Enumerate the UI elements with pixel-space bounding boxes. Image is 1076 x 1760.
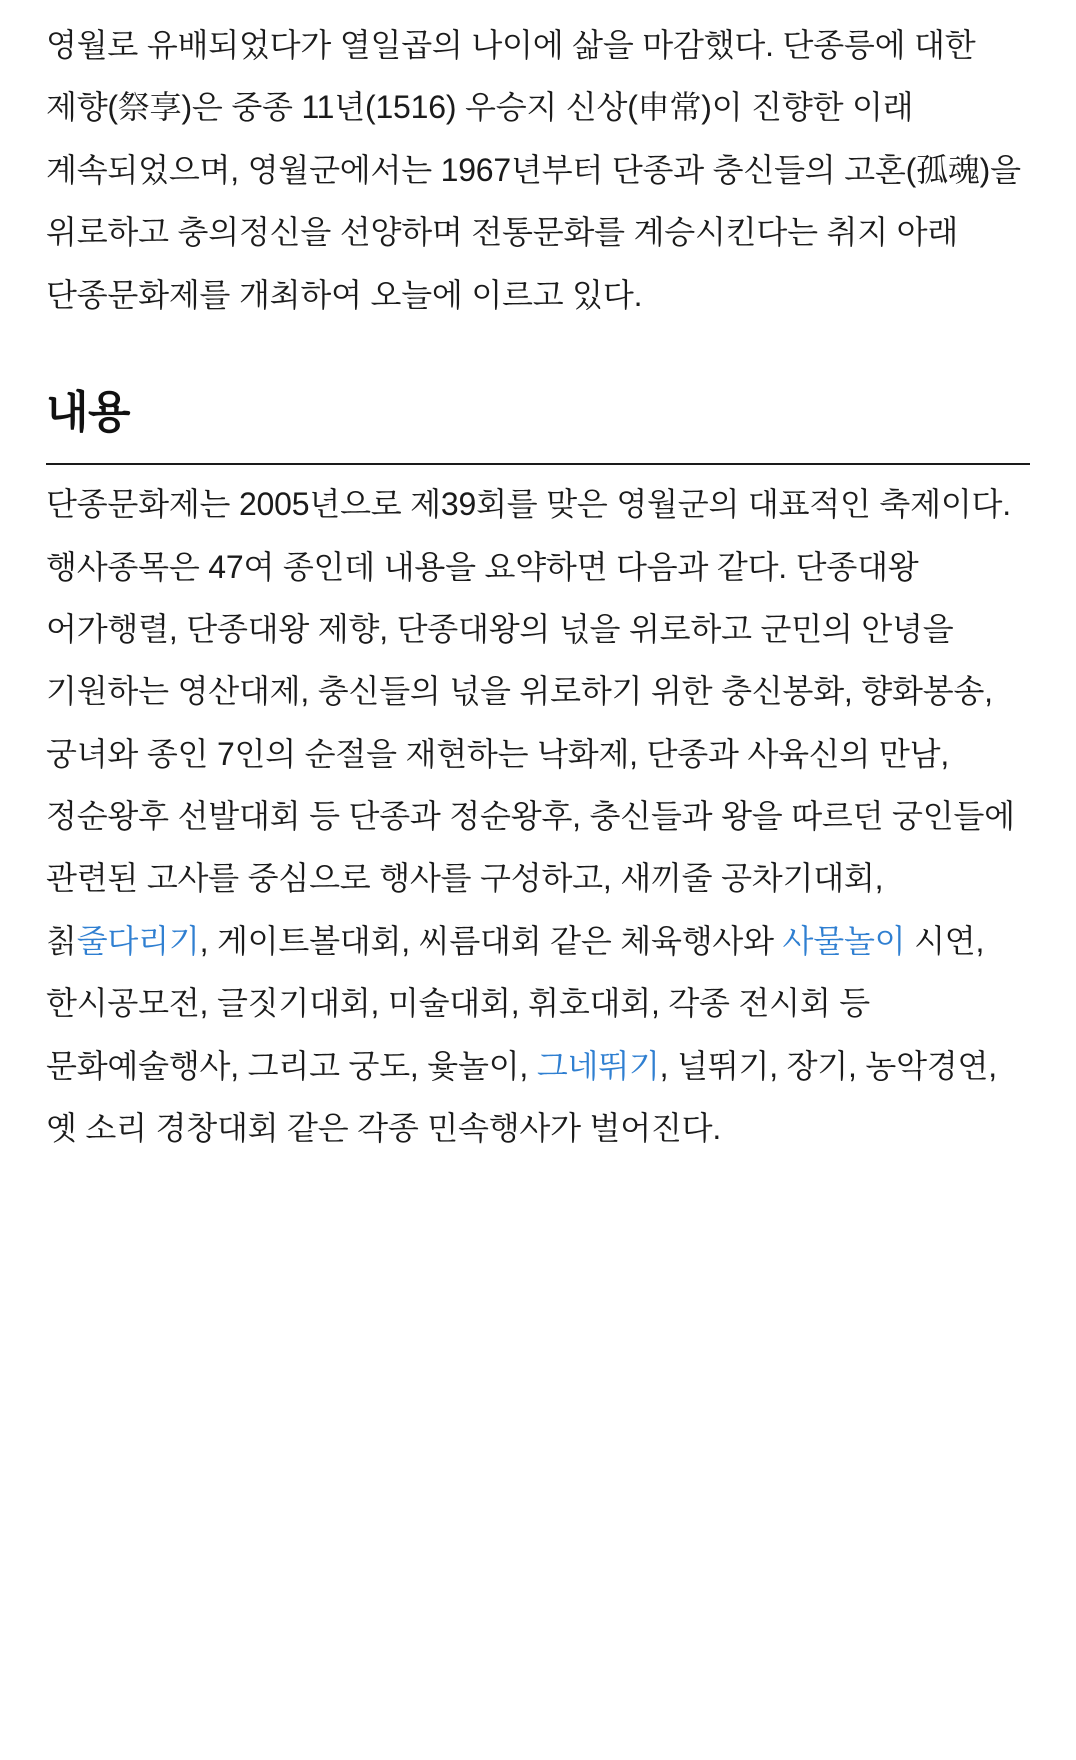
section-heading-content: 내용 xyxy=(46,387,131,437)
section-paragraph xyxy=(46,473,1030,1159)
heading-divider xyxy=(46,463,1030,465)
section-paragraph-part1: 단종문화제는 2005년으로 제39회를 맞은 영월군의 대표적인 축제이다. 행사종목은 47여 종인데 내용을 요약하면 다음과 같다. 단종대왕 어가행렬, 단종대왕 제향, 단종대왕의 넋을 위로하고 군민의 안녕을 기원하는 영산대제, 충신들의 넋을 위로하기 위한 충신봉화, 향화봉송, 궁녀와 종인 7인의 순절을 재현하는 낙화제, 단종과 사육신의 만남, 정순왕후 선발대회 등 단종과 정순왕후, 충신들과 왕을 따르던 궁인들에 관련된 고사를 중심으로 행사를 구성하고, 새끼줄 공차기대회, 칡 xyxy=(46,486,1015,959)
section-paragraph-part2: , 게이트볼대회, 씨름대회 같은 체육행사와 xyxy=(199,922,783,959)
intro-paragraph: 영월로 유배되었다가 열일곱의 나이에 삶을 마감했다. 단종릉에 대한 제향(祭享)은 중종 11년(1516) 우승지 신상(申常)이 진향한 이래 계속되었으며, 영월군에서는 1967년부터 단종과 충신들의 고혼(孤魂)을 위로하고 충의정신을 선양하며 전통문화를 계승시킨다는 취지 아래 단종문화제를 개최하여 오늘에 이르고 있다. xyxy=(46,27,1021,313)
section-paragraph-part3: 시연, 한시공모전, 글짓기대회, 미술대회, 휘호대회, 각종 전시회 등 문화예술행사, 그리고 궁도, 윷놀이, xyxy=(46,922,985,1084)
link-samulnori[interactable]: 사물놀이 xyxy=(782,922,906,959)
link-julddarigi[interactable]: 줄다리기 xyxy=(76,922,200,959)
section-paragraph-part4: , 널뛰기, 장기, 농악경연, 옛 소리 경창대회 같은 각종 민속행사가 벌어진다. xyxy=(46,1047,997,1147)
link-geunettwigi[interactable]: 그네뛰기 xyxy=(536,1047,660,1084)
